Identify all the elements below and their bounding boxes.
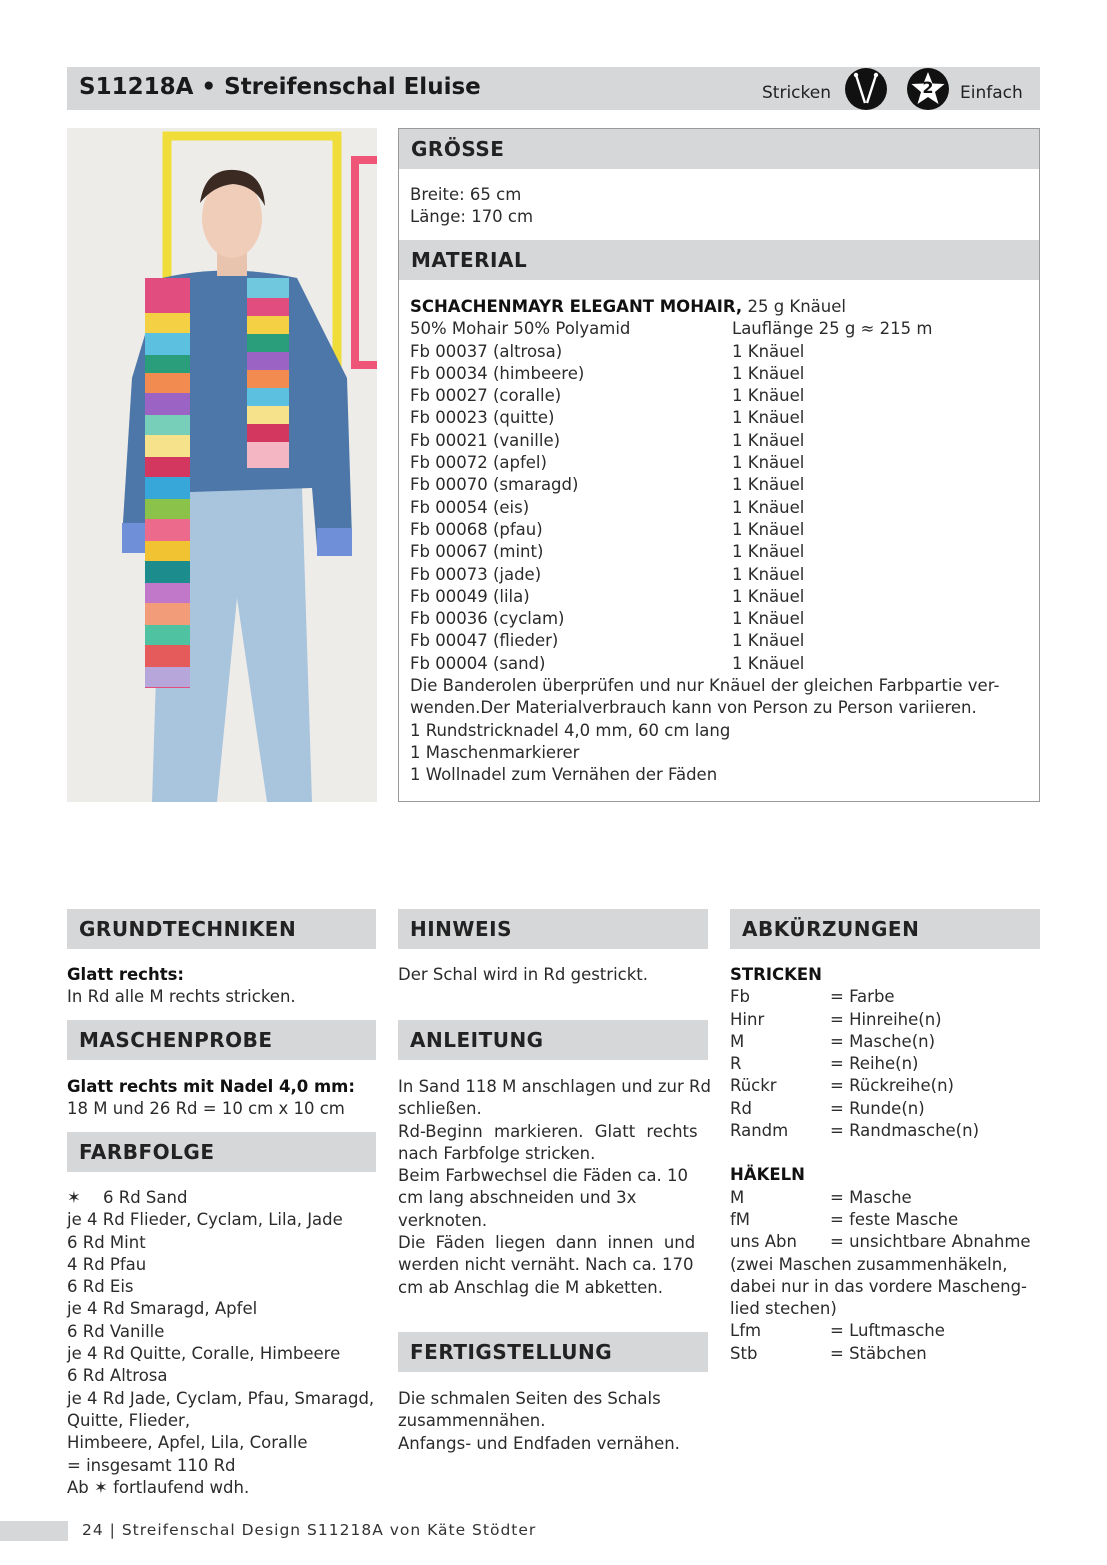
section-header-anleitung [398,1020,708,1060]
section-header-farbfolge [67,1132,376,1172]
farbfolge-content [67,1187,374,1499]
color-name: Fb 00037 (altrosa) [410,341,563,361]
abbr-row [730,1031,1031,1053]
color-qty: 1 Knäuel [732,653,805,673]
difficulty-number: 2 [922,78,934,97]
abbr-key: Fb [730,987,750,1007]
anleitung-title: ANLEITUNG [410,1028,544,1052]
section-header-grundtechniken [67,909,376,949]
section-header-maschenprobe [67,1020,376,1060]
section-header-abkuerzungen [730,909,1040,949]
farbfolge-line: je 4 Rd Jade, Cyclam, Pfau, Smaragd, [67,1388,375,1408]
color-name: Fb 00034 (himbeere) [410,363,585,383]
color-name: Fb 00049 (lila) [410,586,530,606]
anleitung-line: Die Fäden liegen dann innen und [398,1233,696,1253]
color-qty: 1 Knäuel [732,341,805,361]
abbr-row [730,1075,1031,1097]
color-row [410,497,1030,519]
abbr-value: = Luftmasche [830,1321,945,1341]
maschenprobe-content [67,1076,355,1121]
color-row [410,341,1030,363]
color-row [410,430,1030,452]
color-qty: 1 Knäuel [732,564,805,584]
abkuerzungen-content [730,964,1031,1365]
knitting-needles-icon [843,67,889,111]
footer-separator: | [109,1521,116,1539]
anleitung-line: werden nicht vernäht. Nach ca. 170 [398,1255,694,1275]
abbr-value: = Masche(n) [830,1031,936,1051]
color-row [410,541,1030,563]
yarn-composition: 50% Mohair 50% Polyamid [410,319,631,339]
haekeln-subtitle: HÄKELN [730,1165,805,1185]
abbr-value: = Reihe(n) [830,1054,919,1074]
farbfolge-first: 6 Rd Sand [103,1188,188,1207]
color-qty: 1 Knäuel [732,631,805,651]
abbr-value: = Farbe [830,987,895,1007]
farbfolge-line: 4 Rd Pfau [67,1254,147,1274]
color-row [410,630,1030,652]
abbr-key: R [730,1054,742,1074]
grundtechniken-content [67,964,296,1009]
farbfolge-line: Quitte, Flieder, [67,1410,191,1430]
fertigstellung-line: Die schmalen Seiten des Schals [398,1389,661,1408]
color-row [410,385,1030,407]
size-width: Breite: 65 cm [410,185,522,204]
pattern-code: S11218A [79,74,194,100]
material-extra: 1 Maschenmarkierer [410,742,580,762]
maschenprobe-text: 18 M und 26 Rd = 10 cm x 10 cm [67,1099,345,1119]
grundtechniken-title: GRUNDTECHNIKEN [79,917,297,941]
color-name: Fb 00070 (smaragd) [410,475,579,495]
abbr-value: = Rückreihe(n) [830,1076,954,1096]
section-header-material [399,240,1039,280]
abbr-key: M [730,1187,745,1207]
color-name: Fb 00073 (jade) [410,564,542,584]
abbr-value: = Stäbchen [830,1343,927,1363]
color-qty: 1 Knäuel [732,386,805,406]
difficulty-label: Einfach [960,83,1023,103]
anleitung-line: In Sand 118 M anschlagen und zur Rd [398,1077,711,1096]
section-header-fertigstellung [398,1332,708,1372]
anleitung-line: Rd-Beginn markieren. Glatt rechts [398,1121,698,1141]
abbr-key: M [730,1031,745,1051]
color-name: Fb 00067 (mint) [410,542,544,562]
farbfolge-line: 6 Rd Altrosa [67,1366,168,1386]
fertigstellung-line: zusammennähen. [398,1411,546,1431]
anleitung-line: cm lang abschneiden und 3x [398,1188,637,1208]
farbfolge-line: = insgesamt 110 Rd [67,1455,236,1475]
color-qty: 1 Knäuel [732,586,805,606]
anleitung-content [398,1076,711,1299]
material-extra: 1 Wollnadel zum Vernähen der Fäden [410,765,718,785]
color-name: Fb 00036 (cyclam) [410,609,565,629]
material-content [410,296,1030,787]
color-qty: 1 Knäuel [732,408,805,428]
title-bullet: • [201,74,217,100]
anleitung-line: Beim Farbwechsel die Fäden ca. 10 [398,1166,689,1186]
color-row [410,608,1030,630]
abbr-key: fM [730,1209,751,1229]
farbfolge-last-a: Ab [67,1477,89,1497]
stricken-subtitle: STRICKEN [730,965,822,984]
color-row [410,363,1030,385]
abbr-value: = Masche [830,1187,912,1207]
abbr-row [730,1120,1031,1142]
groesse-lines [410,184,533,229]
abbr-note: dabei nur in das vordere Mascheng- [730,1276,1027,1296]
grundtechniken-text: In Rd alle M rechts stricken. [67,987,296,1007]
abkuerzungen-title: ABKÜRZUNGEN [742,917,920,941]
abbr-row [730,1053,1031,1075]
abbr-key: Hinr [730,1009,765,1029]
color-name: Fb 00054 (eis) [410,497,530,517]
abbr-row [730,1343,1031,1365]
abbr-value: = Randmasche(n) [830,1121,980,1141]
abbr-value: = Runde(n) [830,1098,925,1118]
farbfolge-line: 6 Rd Eis [67,1277,134,1297]
color-qty: 1 Knäuel [732,475,805,495]
abbr-key: Stb [730,1343,758,1363]
maschenprobe-title: MASCHENPROBE [79,1028,273,1052]
color-qty: 1 Knäuel [732,542,805,562]
hinweis-title: HINWEIS [410,917,512,941]
abbr-row [730,1209,1031,1231]
pattern-name: Streifenschal Eluise [224,74,481,100]
material-extra: 1 Rundstricknadel 4,0 mm, 60 cm lang [410,720,731,740]
footer-bar [0,1521,68,1541]
color-name: Fb 00023 (quitte) [410,408,555,428]
model-photo-illustration [67,128,377,802]
abbr-key: Rückr [730,1076,777,1096]
color-qty: 1 Knäuel [732,453,805,473]
color-row [410,653,1030,675]
color-qty: 1 Knäuel [732,430,805,450]
anleitung-line: verknoten. [398,1210,488,1230]
difficulty-badge [905,67,951,111]
abbr-row [730,1320,1031,1342]
abbr-row [730,1009,1031,1031]
farbfolge-line: je 4 Rd Flieder, Cyclam, Lila, Jade [67,1210,343,1230]
color-name: Fb 00004 (sand) [410,653,546,673]
abbr-key: uns Abn [730,1232,797,1252]
abbr-key: Rd [730,1098,752,1118]
material-title: MATERIAL [411,248,528,272]
fertigstellung-line: Anfangs- und Endfaden vernähen. [398,1433,680,1453]
footer [82,1521,536,1539]
farbfolge-line: je 4 Rd Quitte, Coralle, Himbeere [67,1344,341,1364]
yarn-ball-size: 25 g Knäuel [742,297,846,316]
size-material-box [398,128,1040,802]
material-note-2: wenden.Der Materialverbrauch kann von Person zu Person variieren. [410,698,977,718]
abbr-note: (zwei Maschen zusammenhäkeln, [730,1254,1008,1274]
farbfolge-line: Himbeere, Apfel, Lila, Coralle [67,1433,308,1453]
anleitung-line: nach Farbfolge stricken. [398,1143,596,1163]
section-header-hinweis [398,909,708,949]
material-note-1: Die Banderolen überprüfen und nur Knäuel der gleichen Farbpartie ver- [410,676,1000,696]
abbr-row [730,1231,1031,1253]
abbr-key: Randm [730,1121,789,1141]
anleitung-line: schließen. [398,1099,482,1119]
abbr-key: Lfm [730,1321,762,1341]
abbr-row [730,986,1031,1008]
color-qty: 1 Knäuel [732,609,805,629]
color-row [410,519,1030,541]
color-name: Fb 00021 (vanille) [410,430,561,450]
farbfolge-title: FARBFOLGE [79,1140,215,1164]
anleitung-line: cm ab Anschlag die M abketten. [398,1277,663,1297]
color-row [410,564,1030,586]
fertigstellung-title: FERTIGSTELLUNG [410,1340,613,1364]
model-photo [67,128,377,802]
grundtechniken-label: Glatt rechts: [67,965,185,984]
color-row [410,586,1030,608]
yarn-lauflaenge: Lauflänge 25 g ≈ 215 m [732,319,933,339]
farbfolge-line: 6 Rd Vanille [67,1321,165,1341]
fertigstellung-content [398,1388,680,1455]
color-name: Fb 00072 (apfel) [410,453,547,473]
color-row [410,407,1030,429]
farbfolge-line: je 4 Rd Smaragd, Apfel [67,1299,258,1319]
abbr-value: = feste Masche [830,1209,959,1229]
size-length: Länge: 170 cm [410,207,534,227]
abbr-note: lied stechen) [730,1299,837,1319]
title-bar [67,67,1040,110]
color-row [410,452,1030,474]
abbr-value: = unsichtbare Abnahme [830,1232,1031,1252]
color-row [410,474,1030,496]
maschenprobe-label: Glatt rechts mit Nadel 4,0 mm: [67,1077,355,1096]
repeat-star-icon: ✶ [94,1477,108,1497]
farbfolge-line: 6 Rd Mint [67,1232,146,1252]
hinweis-text: Der Schal wird in Rd gestrickt. [398,965,648,984]
repeat-star-icon: ✶ [67,1188,81,1207]
abbr-row [730,1098,1031,1120]
technique-label: Stricken [762,83,831,103]
color-qty: 1 Knäuel [732,363,805,383]
page-number: 24 [82,1521,104,1539]
abbr-value: = Hinreihe(n) [830,1009,942,1029]
color-name: Fb 00068 (pfau) [410,519,543,539]
footer-text: Streifenschal Design S11218A von Käte Stödter [121,1521,537,1539]
section-header-groesse [399,129,1039,169]
color-qty: 1 Knäuel [732,519,805,539]
color-name: Fb 00047 (flieder) [410,631,559,651]
farbfolge-last-b: fortlaufend wdh. [113,1477,250,1497]
abbr-row [730,1187,1031,1209]
groesse-title: GRÖSSE [411,137,505,161]
yarn-brand: SCHACHENMAYR ELEGANT MOHAIR, [410,297,743,316]
color-name: Fb 00027 (coralle) [410,386,562,406]
pattern-title [79,74,481,100]
color-qty: 1 Knäuel [732,497,805,517]
